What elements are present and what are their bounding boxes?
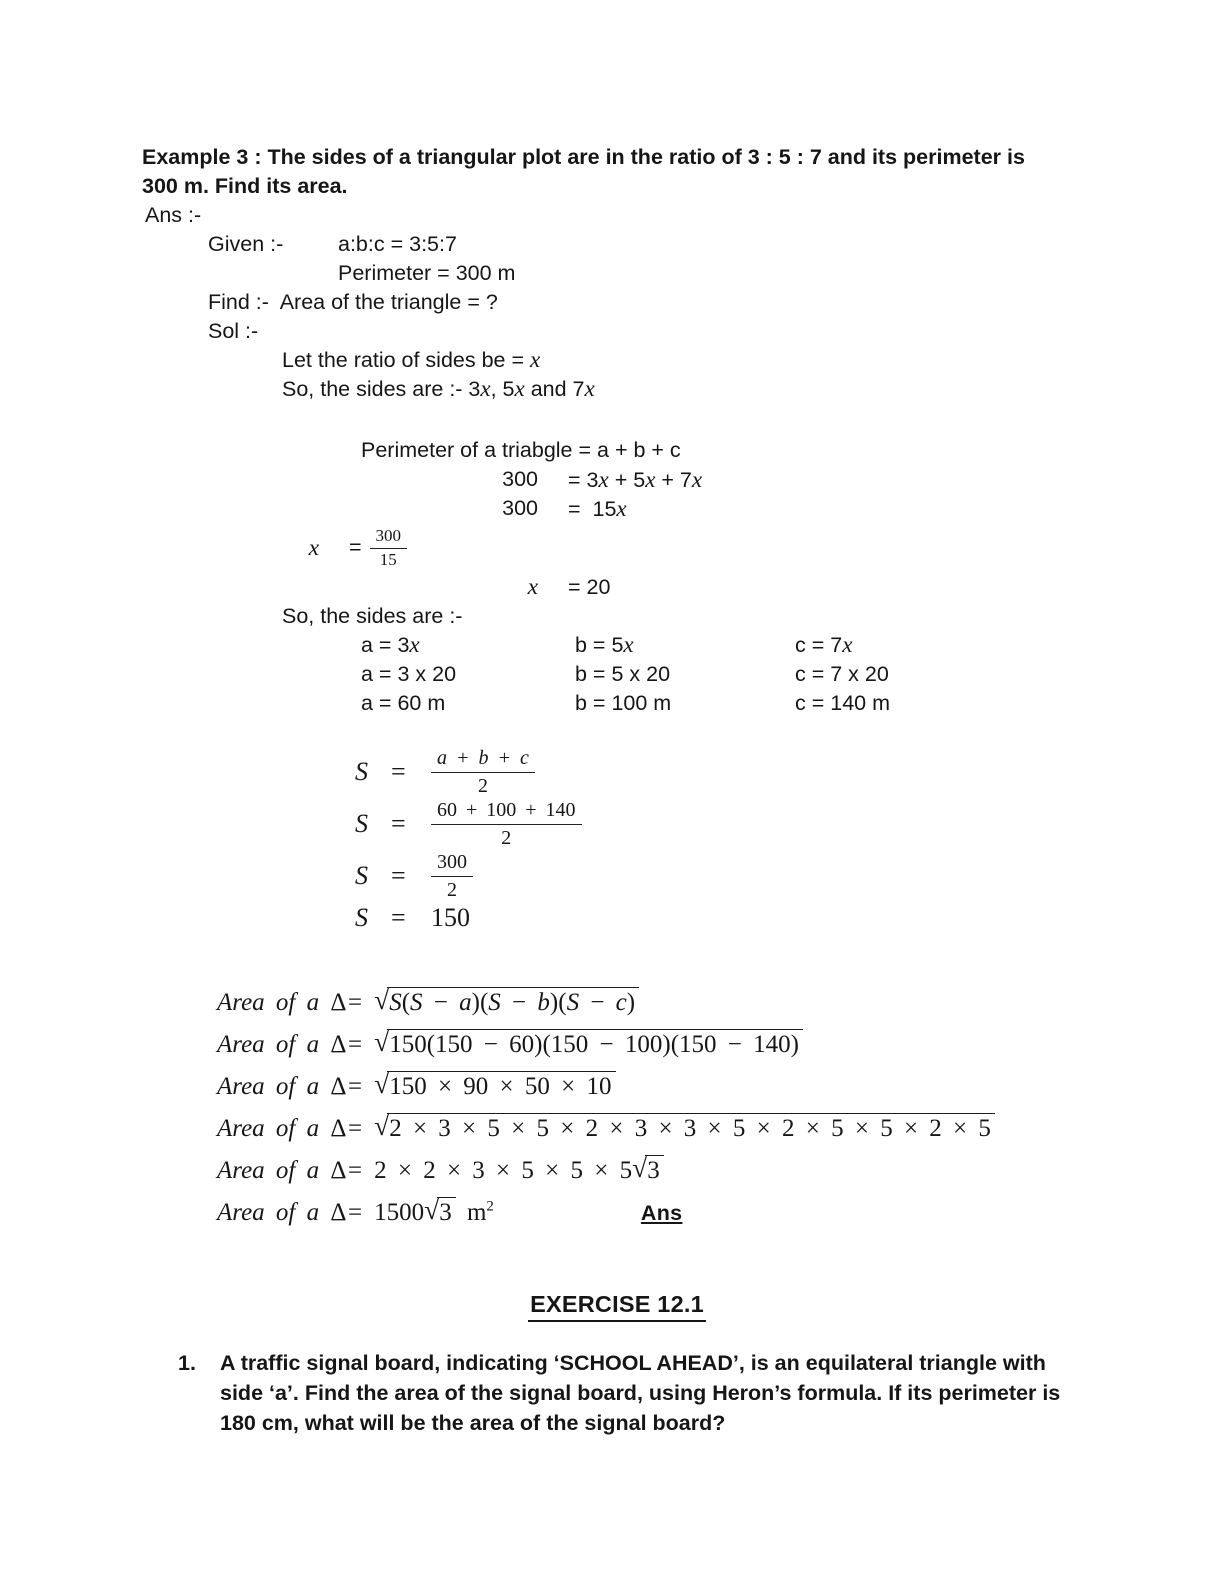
math-text: m bbox=[455, 1199, 487, 1226]
perimeter-formula-line: Perimeter of a triabgle = a + b + c bbox=[361, 438, 681, 462]
area-equation-row bbox=[217, 982, 1092, 1024]
radical-sign: √ bbox=[424, 1194, 440, 1225]
square-root bbox=[424, 1194, 456, 1226]
math-text: Let the ratio of sides be = bbox=[282, 348, 531, 372]
math-text: 2 × 2 × 3 × 5 × 5 × 5 bbox=[374, 1157, 633, 1184]
radicand bbox=[387, 1113, 995, 1144]
area-value bbox=[374, 982, 639, 1024]
exercise-item-1 bbox=[142, 1348, 1092, 1438]
math-text: 300 bbox=[375, 525, 402, 545]
exercise-title: EXERCISE 12.1 bbox=[528, 1290, 706, 1322]
area-value bbox=[374, 1108, 995, 1150]
square-root bbox=[374, 1068, 615, 1100]
math-variable: x bbox=[691, 466, 703, 492]
area-value bbox=[374, 1066, 615, 1108]
equals-sign: = bbox=[391, 757, 406, 786]
equation-row bbox=[361, 494, 1092, 523]
math-text: = 15 bbox=[568, 496, 617, 521]
area-equation-row bbox=[217, 1024, 1092, 1066]
math-text: Δ bbox=[330, 1157, 347, 1184]
given-value-ratio: a:b:c = 3:5:7 bbox=[338, 232, 457, 256]
exercise-title-wrap bbox=[142, 1290, 1092, 1322]
find-line: Find :- Area of the triangle = ? bbox=[208, 290, 498, 314]
area-calculation-block bbox=[217, 982, 1092, 1234]
equals-sign: = bbox=[348, 1115, 363, 1142]
equals-sign: = bbox=[391, 809, 406, 838]
area-equation-row bbox=[217, 1150, 1092, 1192]
math-variable: x bbox=[308, 534, 319, 561]
math-variable: x bbox=[645, 466, 656, 492]
sides-list-heading: So, the sides are :- bbox=[282, 604, 463, 628]
fraction-numerator bbox=[431, 798, 582, 825]
fraction-numerator bbox=[431, 850, 473, 877]
math-text: 300 bbox=[502, 467, 538, 491]
exercise-item-line3: 180 cm, what will be the area of the signal board? bbox=[220, 1411, 726, 1435]
math-text: 300 bbox=[502, 496, 538, 520]
semi-perimeter-symbol: S bbox=[355, 903, 368, 932]
side-value-cell bbox=[575, 660, 795, 689]
given-line bbox=[208, 230, 1092, 259]
equals-sign: = bbox=[348, 1031, 363, 1058]
fraction-numerator bbox=[370, 526, 408, 549]
equals-sign: = bbox=[348, 1199, 363, 1226]
math-text: c = 7 bbox=[795, 633, 843, 657]
equals-sign: = bbox=[391, 903, 406, 932]
math-variable: Area of a bbox=[217, 989, 331, 1016]
side-value-cell bbox=[361, 631, 575, 660]
math-variable: Area of a bbox=[217, 1073, 331, 1100]
math-variable: x bbox=[623, 632, 634, 657]
math-variable: x bbox=[514, 376, 525, 401]
math-text: − bbox=[422, 989, 460, 1016]
semi-perimeter-block bbox=[355, 746, 1092, 934]
area-label bbox=[217, 1108, 348, 1150]
math-text: ) bbox=[626, 989, 636, 1016]
radical-sign: √ bbox=[374, 1068, 390, 1099]
area-equation-row bbox=[217, 1108, 1092, 1150]
math-variable: Area of a bbox=[217, 1115, 331, 1142]
equation-rhs bbox=[546, 575, 610, 600]
math-text: + 7 bbox=[655, 467, 692, 492]
fraction-denominator bbox=[431, 825, 582, 850]
fraction-denominator bbox=[431, 773, 535, 798]
side-value-cell bbox=[575, 689, 795, 718]
semi-perimeter-row bbox=[355, 850, 1092, 902]
semi-perimeter-symbol: S bbox=[355, 861, 368, 890]
math-text: + 5 bbox=[608, 467, 646, 492]
side-value-cell bbox=[795, 689, 1092, 718]
math-text: 3 bbox=[439, 1199, 452, 1226]
math-text: b = 5 bbox=[575, 633, 624, 657]
side-value-cell bbox=[361, 689, 575, 718]
math-text: a = 3 x 20 bbox=[361, 662, 457, 686]
math-variable: x bbox=[598, 466, 609, 492]
math-text: 15 bbox=[379, 550, 397, 569]
ans-label: Ans :- bbox=[145, 203, 202, 227]
math-text: a = 3 bbox=[361, 633, 410, 657]
math-text: 60 + 100 + 140 bbox=[437, 799, 576, 821]
side-value-cell bbox=[361, 660, 575, 689]
math-text: 150 bbox=[431, 903, 470, 932]
math-variable: x bbox=[480, 376, 491, 401]
area-label bbox=[217, 1150, 348, 1192]
fraction-denominator bbox=[431, 877, 473, 902]
let-line bbox=[282, 346, 1092, 375]
semi-perimeter-value bbox=[431, 903, 470, 933]
area-label bbox=[217, 982, 348, 1024]
radicand bbox=[645, 1155, 664, 1186]
area-label bbox=[217, 1066, 348, 1108]
math-text: − bbox=[579, 989, 616, 1016]
radicand bbox=[387, 1029, 803, 1060]
math-variable: b bbox=[537, 989, 550, 1016]
equation-row bbox=[361, 573, 1092, 602]
fraction-denominator bbox=[370, 549, 408, 570]
exercise-item-line2: side ‘a’. Find the area of the signal board, using Heron’s formula. If its perimeter is bbox=[220, 1381, 1061, 1405]
math-text: a = 60 m bbox=[361, 691, 446, 715]
square-root bbox=[632, 1152, 664, 1184]
math-text: Δ bbox=[330, 1199, 347, 1226]
radical-sign: √ bbox=[374, 1026, 390, 1057]
exercise-item-line1: A traffic signal board, indicating ‘SCHOOL AHEAD’, is an equilateral triangle with bbox=[220, 1351, 1046, 1375]
math-text: 150(150 − 60)(150 − 100)(150 − 140) bbox=[389, 1031, 799, 1058]
radicand bbox=[437, 1197, 456, 1228]
equals-sign: = bbox=[391, 861, 406, 890]
math-variable: x bbox=[409, 632, 420, 657]
area-value bbox=[374, 1192, 682, 1234]
math-text: , 5 bbox=[490, 377, 515, 401]
math-text: Δ bbox=[330, 1031, 347, 1058]
semi-perimeter-row bbox=[355, 902, 1092, 934]
math-text: 3 bbox=[647, 1157, 660, 1184]
square-root bbox=[374, 1110, 995, 1142]
math-variable: Area of a bbox=[217, 1157, 331, 1184]
semi-perimeter-symbol: S bbox=[355, 809, 368, 838]
math-variable: x bbox=[527, 574, 538, 600]
math-text: b = 100 m bbox=[575, 691, 672, 715]
math-variable: x bbox=[530, 347, 541, 372]
math-text: 2 × 3 × 5 × 5 × 2 × 3 × 3 × 5 × 2 × 5 × 5 × 2 × 5 bbox=[389, 1115, 991, 1142]
side-value-cell bbox=[575, 631, 795, 660]
side-value-cell bbox=[795, 631, 1092, 660]
area-label bbox=[217, 1024, 348, 1066]
math-variable: x bbox=[616, 495, 627, 521]
radicand bbox=[387, 1071, 615, 1102]
radical-sign: √ bbox=[374, 1110, 390, 1141]
math-text: 1500 bbox=[374, 1199, 425, 1226]
math-text: − bbox=[500, 989, 538, 1016]
math-text: c = 7 x 20 bbox=[795, 662, 889, 686]
fraction bbox=[431, 746, 535, 798]
equation-row bbox=[142, 525, 1092, 571]
math-text: 300 bbox=[437, 851, 467, 873]
radical-sign: √ bbox=[632, 1152, 648, 1183]
radical-sign: √ bbox=[374, 984, 390, 1015]
side-value-cell bbox=[795, 660, 1092, 689]
math-text: So, the sides are :- 3 bbox=[282, 377, 481, 401]
square-root bbox=[374, 1026, 803, 1058]
math-variable: x bbox=[584, 376, 595, 401]
semi-perimeter-value bbox=[431, 850, 473, 902]
semi-perimeter-symbol: S bbox=[355, 757, 368, 786]
math-text: 2 bbox=[447, 879, 457, 901]
sol-label: Sol :- bbox=[208, 319, 259, 343]
math-variable: S bbox=[488, 989, 501, 1016]
area-equation-row bbox=[217, 1192, 1092, 1234]
answer-label: Ans bbox=[640, 1201, 683, 1225]
math-variable: c bbox=[615, 989, 627, 1016]
math-variable: Area of a bbox=[217, 1031, 331, 1058]
math-variable: S bbox=[389, 989, 402, 1016]
math-variable: a + b + c bbox=[437, 747, 529, 769]
document-content bbox=[142, 143, 1092, 1438]
math-text: )( bbox=[549, 989, 567, 1016]
math-text: c = 140 m bbox=[795, 691, 891, 715]
equals-sign: = bbox=[348, 989, 363, 1016]
equation-rhs bbox=[546, 496, 627, 522]
sides-values-grid bbox=[361, 631, 1092, 718]
math-text: 150 × 90 × 50 × 10 bbox=[389, 1073, 612, 1100]
math-text: ( bbox=[401, 989, 411, 1016]
exercise-item-number: 1. bbox=[178, 1351, 196, 1375]
equation-rhs bbox=[546, 467, 702, 493]
area-value bbox=[374, 1150, 664, 1192]
fraction-numerator bbox=[431, 746, 535, 773]
equation-lhs bbox=[361, 496, 546, 521]
area-label bbox=[217, 1192, 348, 1234]
math-text: )( bbox=[471, 989, 489, 1016]
equals-sign: = bbox=[348, 1157, 363, 1184]
math-variable: a bbox=[459, 989, 472, 1016]
area-value bbox=[374, 1024, 803, 1066]
math-text: Δ bbox=[330, 1115, 347, 1142]
math-text: 2 bbox=[501, 827, 512, 849]
given-value-perimeter: Perimeter = 300 m bbox=[338, 261, 516, 285]
equation-row bbox=[361, 465, 1092, 494]
fraction bbox=[431, 850, 473, 902]
equation-lhs bbox=[361, 574, 546, 601]
fraction bbox=[431, 798, 582, 850]
exercise-item-text bbox=[220, 1348, 1060, 1438]
equals-sign: = bbox=[348, 1073, 363, 1100]
math-text: and 7 bbox=[524, 377, 585, 401]
equation-rhs bbox=[327, 526, 407, 571]
math-text: Δ bbox=[330, 989, 347, 1016]
math-text: = 20 bbox=[568, 575, 611, 599]
math-variable: x bbox=[842, 632, 853, 657]
equation-block bbox=[142, 465, 1092, 602]
math-variable: Area of a bbox=[217, 1199, 331, 1226]
math-text: = bbox=[349, 534, 368, 559]
semi-perimeter-value bbox=[431, 746, 535, 798]
radicand bbox=[387, 987, 639, 1018]
math-variable: S bbox=[566, 989, 580, 1016]
equation-lhs bbox=[142, 535, 327, 562]
semi-perimeter-row bbox=[355, 746, 1092, 798]
square-root bbox=[374, 984, 639, 1016]
given-label: Given :- bbox=[208, 232, 284, 256]
semi-perimeter-value bbox=[431, 798, 582, 850]
math-text: Δ bbox=[330, 1073, 347, 1100]
fraction bbox=[370, 526, 408, 571]
math-variable: S bbox=[410, 989, 423, 1016]
math-text: 2 bbox=[477, 775, 488, 797]
example-heading-line2: 300 m. Find its area. bbox=[142, 174, 348, 198]
superscript: 2 bbox=[486, 1198, 494, 1215]
math-text: = 3 bbox=[568, 467, 599, 492]
semi-perimeter-row bbox=[355, 798, 1092, 850]
example-heading-line1: Example 3 : The sides of a triangular plot are in the ratio of 3 : 5 : 7 and its perimeter is bbox=[142, 145, 1025, 169]
math-text: b = 5 x 20 bbox=[575, 662, 671, 686]
area-equation-row bbox=[217, 1066, 1092, 1108]
equation-lhs bbox=[361, 467, 546, 492]
sides-ratio-line bbox=[282, 375, 1092, 404]
